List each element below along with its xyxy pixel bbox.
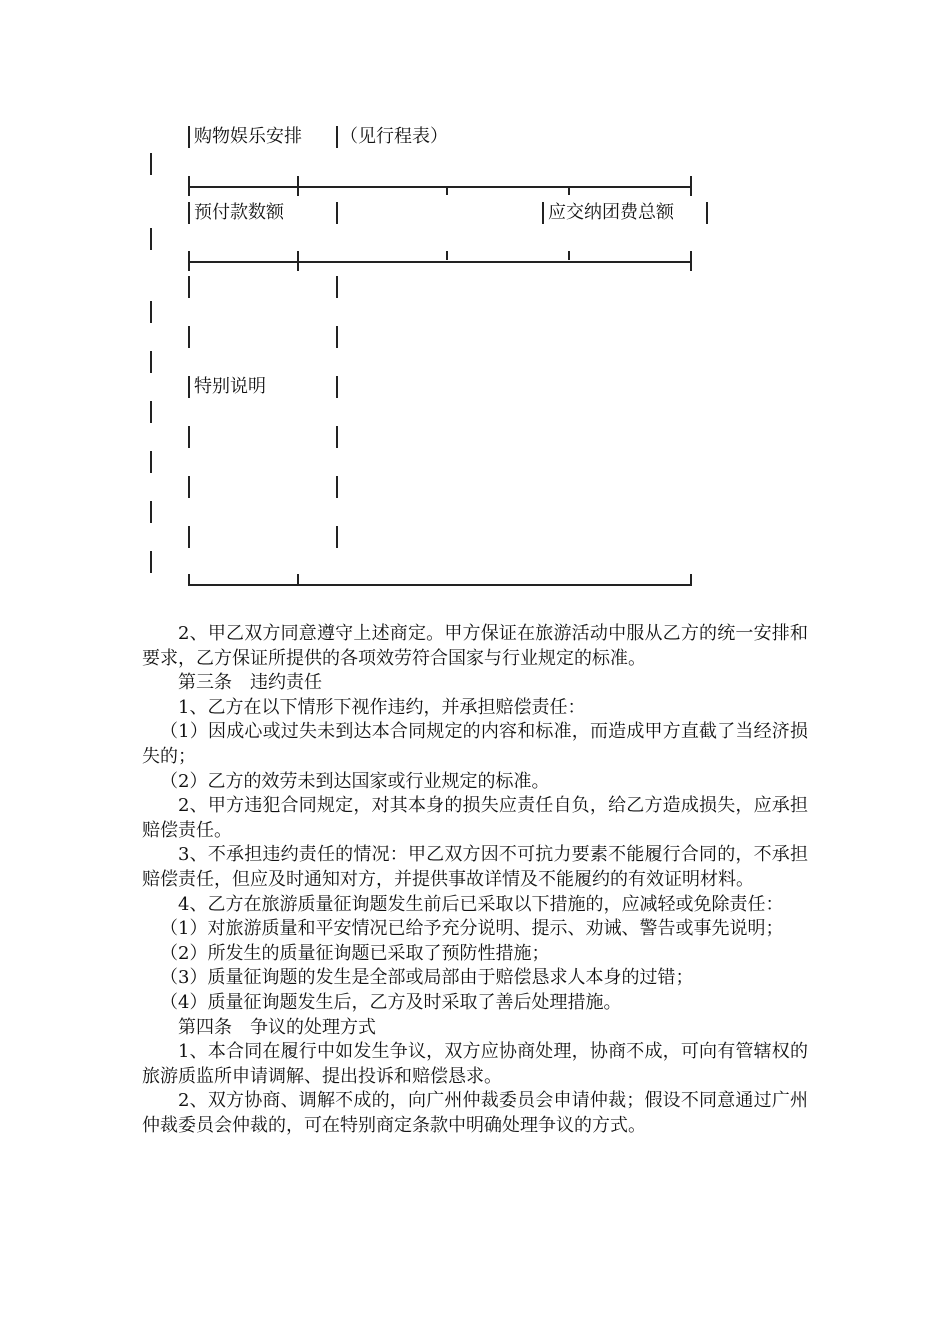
clause-paragraph: 4、乙方在旅游质量征询题发生前后已采取以下措施的，应减轻或免除责任：: [178, 893, 784, 915]
table-border: [336, 326, 338, 348]
table-border: [188, 426, 190, 448]
clause-paragraph: 2、甲乙双方同意遵守上述商定。甲方保证在旅游活动中服从乙方的统一安排和要求，乙方保证所提供的各项效劳符合国家与行业规定的标准。: [142, 623, 808, 669]
shopping-value: （见行程表）: [340, 126, 448, 147]
clause-paragraph: 3、不承担违约责任的情况：甲乙双方因不可抗力要素不能履行合同的，不承担赔偿责任，但应及时通知对方，并提供事故详情及不能履约的有效证明材料。: [142, 844, 808, 890]
table-border: [690, 176, 692, 196]
clause-paragraph: 1、本合同在履行中如发生争议，双方应协商处理，协商不成，可向有管辖权的旅游质监所申请调解、提出投诉和赔偿恳求。: [142, 1041, 808, 1087]
table-border: [446, 251, 448, 260]
special-notes-label: 特别说明: [194, 376, 266, 397]
table-border: [690, 251, 692, 271]
clause-paragraph: （2）乙方的效劳未到达国家或行业规定的标准。: [160, 770, 550, 792]
table-border: [336, 126, 338, 148]
table-bottom-border: [188, 584, 692, 586]
clause-paragraph: （3）质量征询题的发生是全部或局部由于赔偿恳求人本身的过错；: [160, 967, 694, 989]
table-divider: [188, 186, 692, 188]
table-border: [188, 276, 190, 298]
table-border: [336, 426, 338, 448]
table-border: [188, 126, 190, 148]
table-border: [336, 276, 338, 298]
table-border: [542, 202, 544, 224]
table-border: [706, 202, 708, 224]
table-border: [336, 476, 338, 498]
table-border: [297, 574, 299, 585]
table-border: [690, 574, 692, 585]
table-border: [336, 526, 338, 548]
article-title: 违约责任: [250, 672, 322, 694]
table-border: [150, 301, 152, 323]
table-border: [188, 526, 190, 548]
table-border: [150, 551, 152, 573]
table-border: [188, 251, 190, 271]
table-border: [188, 176, 190, 196]
table-border: [150, 153, 152, 175]
table-border: [297, 176, 299, 196]
table-border: [150, 451, 152, 473]
table-border: [297, 251, 299, 271]
table-border: [188, 476, 190, 498]
table-border: [446, 186, 448, 195]
contract-clauses: [142, 622, 808, 1138]
clause-paragraph: 2、甲方违犯合同规定，对其本身的损失应责任自负，给乙方造成损失，应承担赔偿责任。: [142, 795, 808, 841]
table-border: [568, 251, 570, 260]
clause-paragraph: （1）对旅游质量和平安情况已给予充分说明、提示、劝诫、警告或事先说明；: [160, 918, 784, 940]
article-3-heading: [142, 671, 808, 696]
clause-paragraph: 2、双方协商、调解不成的，向广州仲裁委员会申请仲裁；假设不同意通过广州仲裁委员会仲裁的，可在特别商定条款中明确处理争议的方式。: [142, 1090, 808, 1136]
table-border: [188, 202, 190, 224]
article-4-heading: [142, 1016, 808, 1041]
clause-paragraph: 1、乙方在以下情形下视作违约，并承担赔偿责任：: [178, 696, 586, 718]
article-number: 第四条: [178, 1016, 232, 1038]
table-border: [150, 228, 152, 250]
clause-paragraph: （4）质量征询题发生后，乙方及时采取了善后处理措施。: [160, 991, 622, 1013]
clause-paragraph: （2）所发生的质量征询题已采取了预防性措施；: [160, 942, 550, 964]
table-border: [188, 574, 190, 585]
table-border: [150, 401, 152, 423]
table-border: [336, 202, 338, 224]
article-number: 第三条: [178, 672, 232, 694]
table-border: [188, 326, 190, 348]
total-fee-label: 应交纳团费总额: [548, 202, 674, 223]
table-border: [150, 351, 152, 373]
article-title: 争议的处理方式: [250, 1016, 376, 1038]
table-divider: [188, 261, 692, 263]
clause-paragraph: （1）因成心或过失未到达本合同规定的内容和标准，而造成甲方直截了当经济损失的；: [142, 721, 808, 767]
shopping-label: 购物娱乐安排: [194, 126, 302, 147]
table-border: [150, 501, 152, 523]
prepay-label: 预付款数额: [194, 202, 284, 223]
table-border: [336, 376, 338, 398]
table-border: [188, 376, 190, 398]
table-border: [568, 186, 570, 195]
